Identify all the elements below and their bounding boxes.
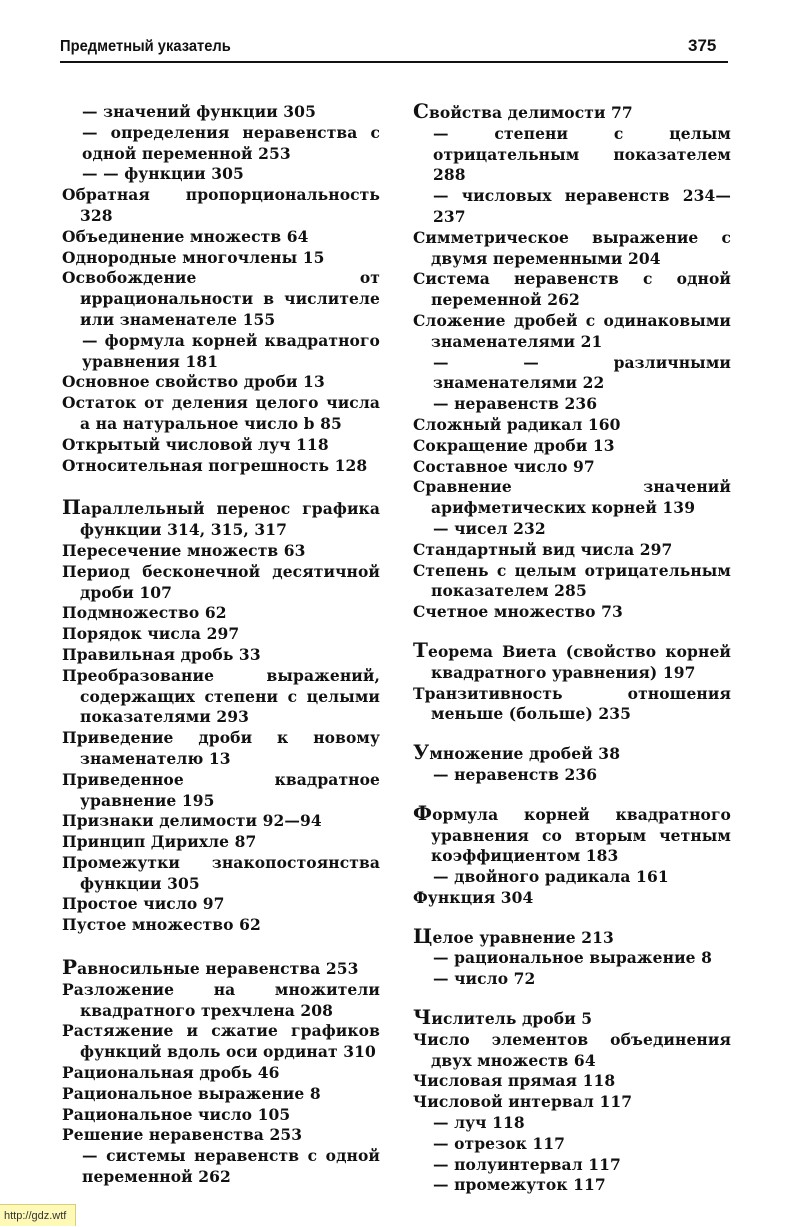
section-gap [413, 725, 731, 742]
index-entry: Число элементов объединения двух множеств 64 [413, 1029, 731, 1070]
index-subentry: — числовых неравенств 234—237 [433, 186, 731, 226]
section-gap [413, 623, 731, 640]
index-entry: Транзитивность отношения меньше (больше) 235 [413, 683, 731, 724]
index-subentry: — системы неравенств с одной переменной 262 [82, 1146, 380, 1187]
index-entry: Равносильные неравенства 253 [62, 955, 359, 980]
index-subentry: — промежуток 117 [433, 1175, 606, 1195]
section-gap [413, 990, 731, 1007]
index-entry: Рациональное выражение 8 [62, 1083, 321, 1103]
index-entry: Решение неравенства 253 [62, 1125, 303, 1145]
index-entry: Рациональное число 105 [62, 1104, 291, 1124]
index-entry: Растяжение и сжатие графиков функций вдоль оси ординат 310 [62, 1021, 380, 1062]
index-entry: Функция 304 [413, 887, 534, 907]
index-subentry: — число 72 [433, 969, 536, 989]
index-entry: Приведенное квадратное уравнение 195 [62, 769, 380, 810]
index-entry: Период бесконечной десятичной дроби 107 [62, 561, 380, 602]
index-entry: Составное число 97 [413, 456, 595, 476]
index-entry: Принцип Дирихле 87 [62, 832, 257, 852]
index-entry: Разложение на множители квадратного трехчлена 208 [62, 979, 380, 1020]
index-subentry: — чисел 232 [433, 518, 546, 538]
index-entry: Промежутки знакопостоянства функции 305 [62, 852, 380, 893]
section-gap [62, 936, 380, 957]
footer-link[interactable]: http://gdz.wtf [0, 1204, 76, 1226]
index-entry: Свойства делимости 77 [413, 99, 633, 123]
index-entry: Сложение дробей с одинаковыми знаменателями 21 [413, 310, 731, 351]
index-entry: Приведение дроби к новому знаменателю 13 [62, 728, 380, 768]
index-entry: Числитель дроби 5 [413, 1005, 593, 1030]
index-entry: Умножение дробей 38 [413, 740, 621, 765]
index-entry: Остаток от деления целого числа a на натуральное число b 85 [62, 393, 380, 433]
index-entry: Порядок числа 297 [62, 624, 240, 644]
index-subentry: — рациональное выражение 8 [433, 948, 713, 968]
index-entry: Освобождение от иррациональности в числителе или знаменателе 155 [62, 268, 380, 329]
index-column-right [413, 101, 731, 1196]
section-gap [413, 909, 731, 926]
section-gap [62, 476, 380, 497]
index-entry: Формула корней квадратного уравнения со вторым четным коэффициентом 183 [413, 800, 731, 866]
index-entry: Обратная пропорциональность 328 [62, 185, 380, 225]
section-gap [413, 786, 731, 803]
index-entry: Подмножество 62 [62, 603, 227, 623]
header-rule [60, 61, 728, 63]
index-entry: Относительная погрешность 128 [62, 455, 368, 475]
index-entry: Признаки делимости 92—94 [62, 811, 322, 831]
index-entry: Однородные многочлены 15 [62, 247, 325, 267]
index-entry: Целое уравнение 213 [413, 923, 614, 948]
index-entry: Объединение множеств 64 [62, 226, 309, 246]
index-subentry: — степени с целым отрицательным показателем 288 [433, 123, 731, 185]
index-entry: Пересечение множеств 63 [62, 540, 306, 560]
index-subentry: — — различными знаменателями 22 [433, 352, 731, 393]
index-entry: Сокращение дроби 13 [413, 435, 615, 455]
index-entry: Простое число 97 [62, 894, 225, 914]
index-column-left [62, 102, 380, 1188]
index-entry: Степень с целым отрицательным показателем 285 [413, 560, 731, 601]
index-entry: Сравнение значений арифметических корней 139 [413, 477, 731, 518]
index-subentry: — отрезок 117 [433, 1133, 566, 1153]
index-entry: Рациональная дробь 46 [62, 1063, 280, 1083]
index-subentry: — — функции 305 [82, 164, 244, 184]
index-entry: Теорема Виета (свойство корней квадратного уравнения) 197 [413, 637, 731, 682]
index-entry: Счетное множество 73 [413, 602, 623, 622]
index-subentry: — полуинтервал 117 [433, 1154, 621, 1174]
index-entry: Симметрическое выражение с двумя переменными 204 [413, 227, 731, 268]
index-entry: Система неравенств с одной переменной 262 [413, 269, 731, 310]
page-number: 375 [688, 36, 717, 55]
index-entry: Параллельный перенос графика функции 314, 315, 317 [62, 495, 380, 540]
index-subentry: — двойного радикала 161 [433, 867, 669, 887]
index-entry: Стандартный вид числа 297 [413, 539, 673, 559]
index-subentry: — неравенств 236 [433, 394, 598, 414]
index-entry: Сложный радикал 160 [413, 414, 621, 434]
index-entry: Правильная дробь 33 [62, 644, 261, 664]
index-subentry: — значений функции 305 [82, 102, 316, 121]
index-entry: Основное свойство дроби 13 [62, 372, 325, 392]
index-subentry: — неравенств 236 [433, 764, 598, 784]
index-subentry: — определения неравенства с одной переменной 253 [82, 122, 380, 163]
index-subentry: — луч 118 [433, 1113, 525, 1133]
index-entry: Открытый числовой луч 118 [62, 434, 329, 454]
index-entry: Числовая прямая 118 [413, 1071, 616, 1091]
index-entry: Числовой интервал 117 [413, 1092, 633, 1112]
index-entry: Преобразование выражений, содержащих степени с целыми показателями 293 [62, 665, 380, 727]
index-subentry: — формула корней квадратного уравнения 181 [82, 330, 380, 371]
page-header-title: Предметный указатель [60, 38, 231, 55]
index-entry: Пустое множество 62 [62, 915, 261, 935]
